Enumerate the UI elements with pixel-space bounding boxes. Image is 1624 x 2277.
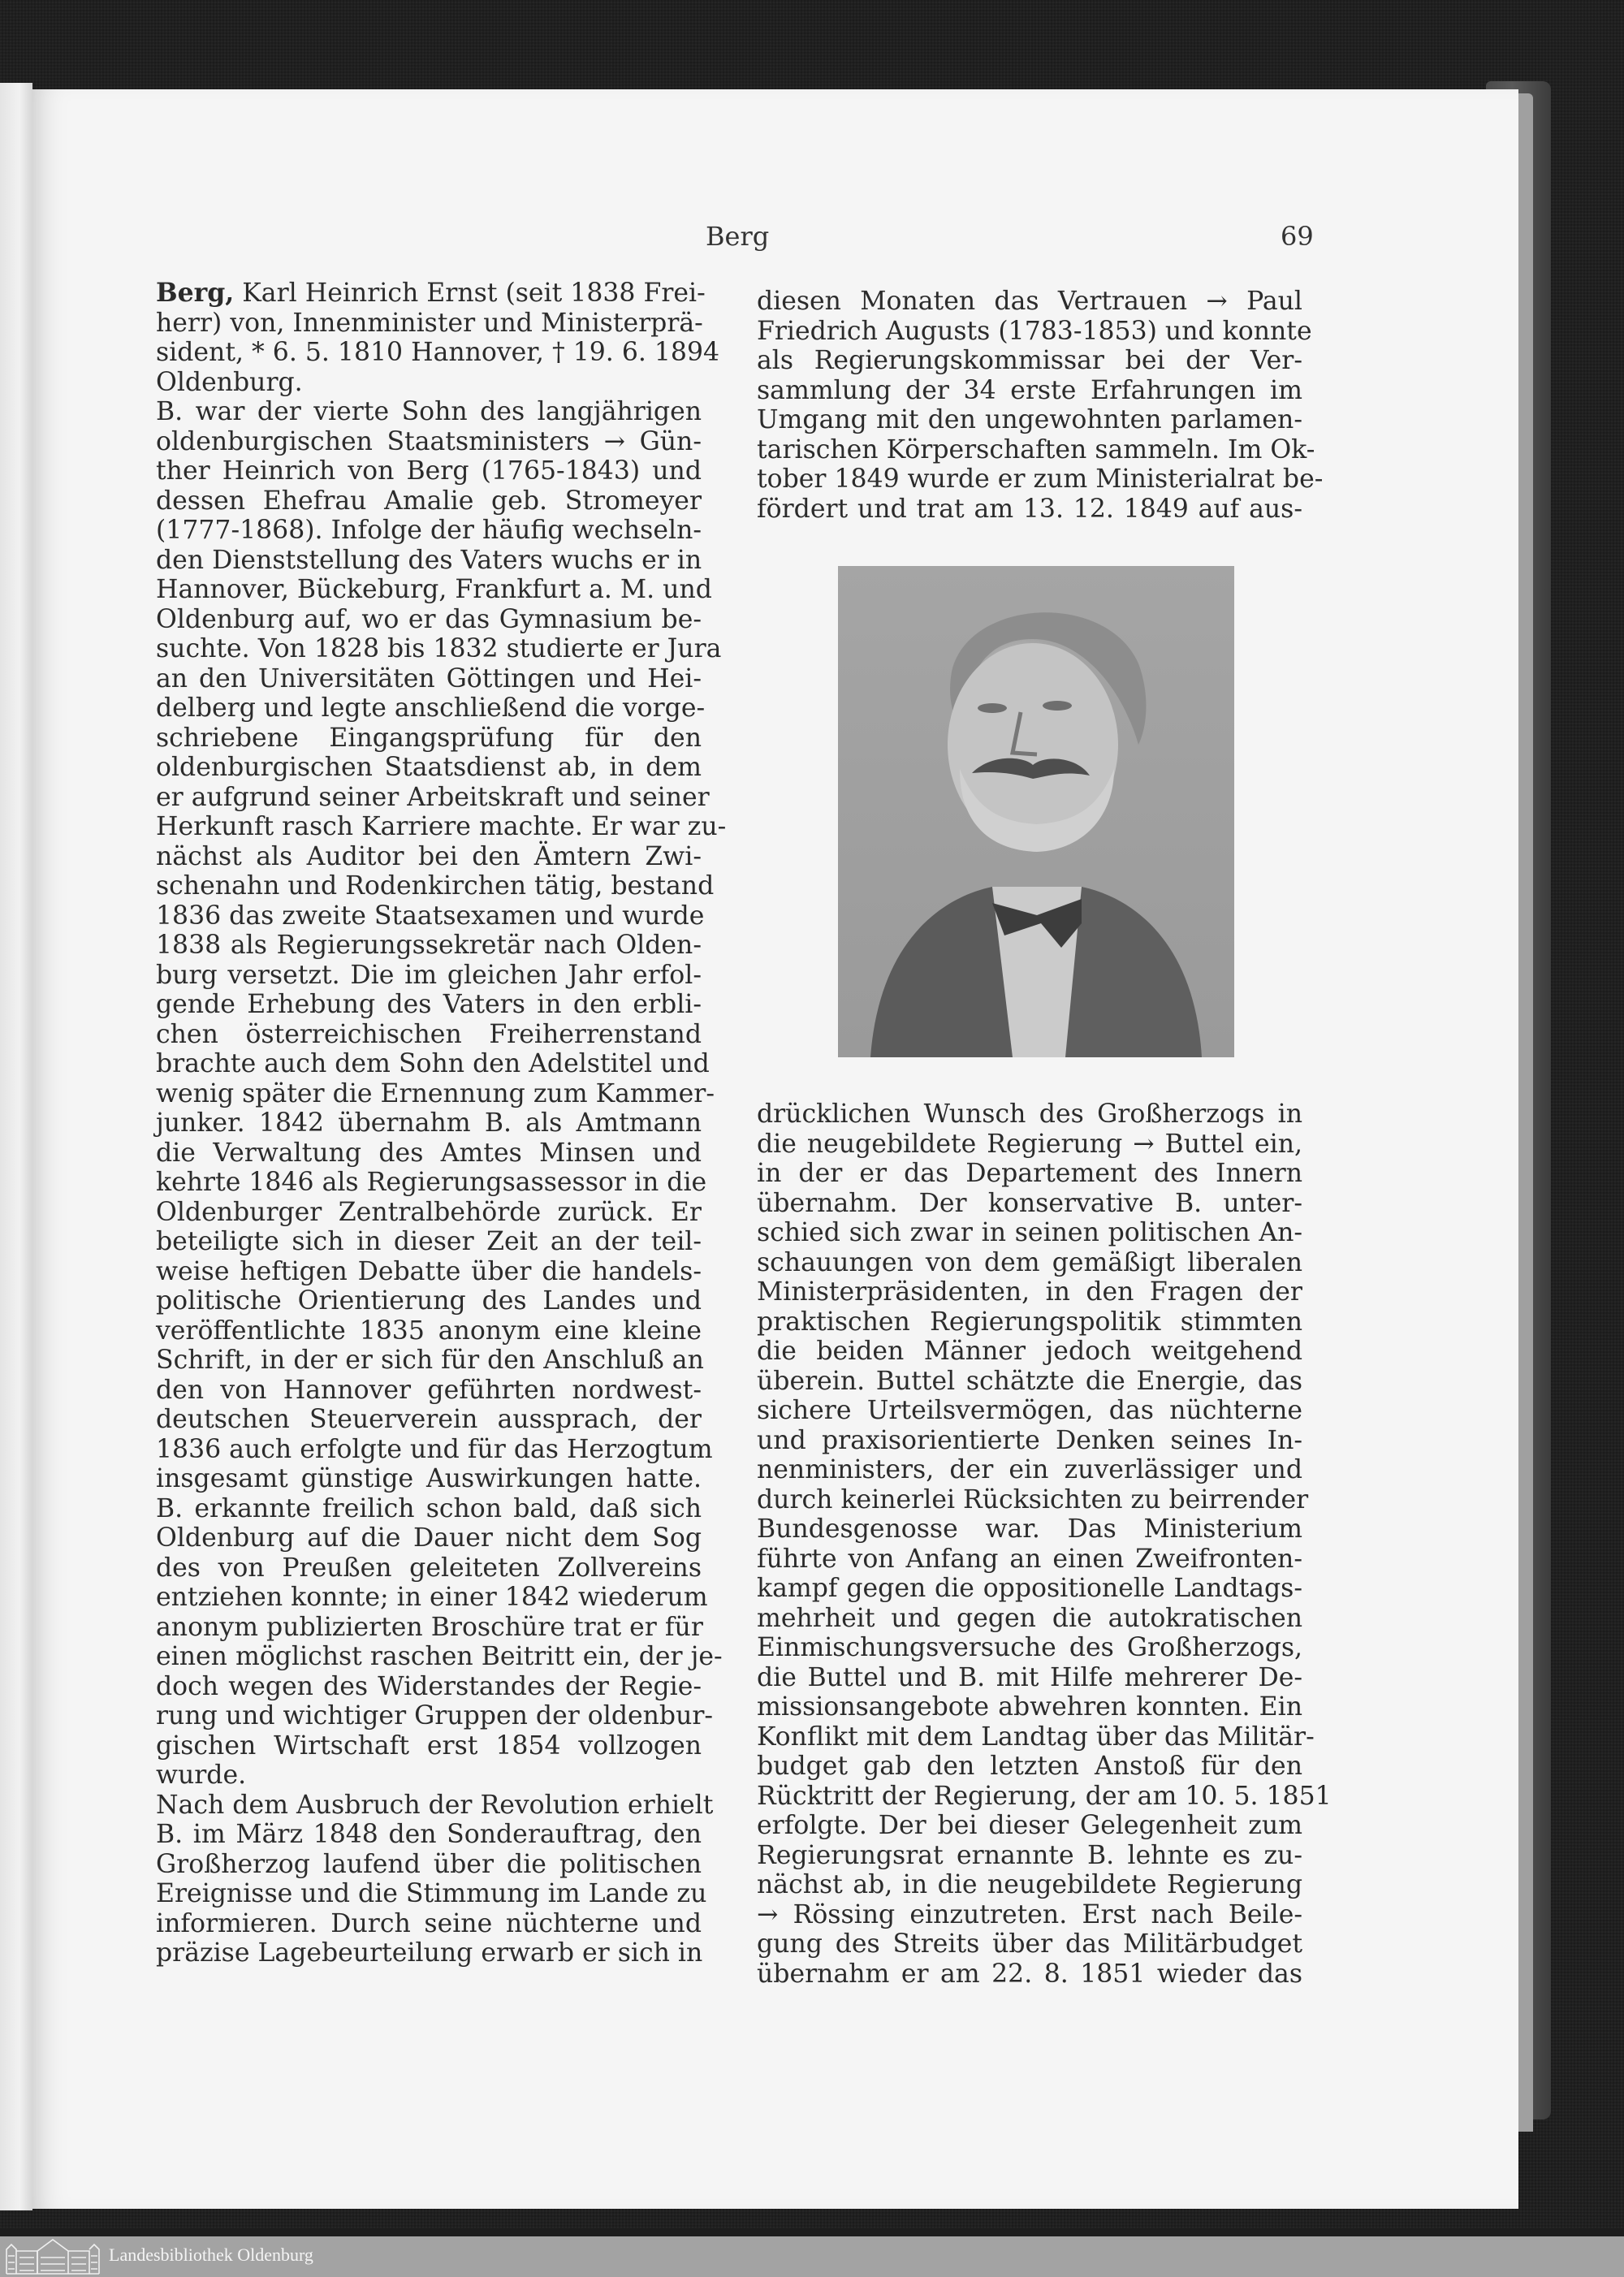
text-line: Großherzog laufend über die politischen xyxy=(156,1849,702,1879)
text-line: präzise Lagebeurteilung erwarb er sich in xyxy=(156,1938,703,1968)
text-line: in der er das Departement des Innern xyxy=(757,1159,1302,1188)
text-line: (1777-1868). Infolge der häufig wechseln- xyxy=(156,516,702,545)
text-line: Oldenburger Zentralbehörde zurück. Er xyxy=(156,1197,702,1227)
text-line: schauungen von dem gemäßigt liberalen xyxy=(757,1247,1302,1277)
text-line: des von Preußen geleiteten Zollvereins xyxy=(156,1553,702,1583)
text-line: tarischen Körperschaften sammeln. Im Ok- xyxy=(757,434,1315,464)
text-line: burg versetzt. Die im gleichen Jahr erfol- xyxy=(156,960,702,990)
text-line: tober 1849 wurde er zum Ministerialrat be- xyxy=(757,464,1324,494)
text-line: nenministers, der ein zuverlässiger und xyxy=(757,1455,1302,1484)
text-line: praktischen Regierungspolitik stimmten xyxy=(757,1307,1302,1337)
text-line: anonym publizierten Broschüre trat er für xyxy=(156,1612,703,1642)
text-line: überein. Buttel schätzte die Energie, das xyxy=(757,1366,1302,1396)
text-line: erfolgte. Der bei dieser Gelegenheit zum xyxy=(757,1811,1302,1840)
text-column-right-bottom xyxy=(757,1100,1332,1989)
text-line: wenig später die Ernennung zum Kammer- xyxy=(156,1078,715,1108)
text-line: Ereignisse und die Stimmung im Lande zu xyxy=(156,1879,707,1908)
running-header xyxy=(0,221,1624,261)
text-line: den von Hannover geführten nordwest- xyxy=(156,1375,702,1405)
portrait-photo xyxy=(838,566,1234,1057)
text-line: gischen Wirtschaft erst 1854 vollzogen xyxy=(156,1730,702,1761)
text-line: gende Erhebung des Vaters in den erbli- xyxy=(156,990,702,1019)
text-line: schied sich zwar in seinen politischen An- xyxy=(757,1218,1302,1247)
text-line: fördert und trat am 13. 12. 1849 auf aus- xyxy=(757,494,1302,524)
text-line: dessen Ehefrau Amalie geb. Stromeyer xyxy=(156,486,702,516)
entry-name: Berg, xyxy=(156,278,235,308)
text-line: oldenburgischen Staatsministers → Gün- xyxy=(156,426,702,456)
text-line: Konflikt mit dem Landtag über das Militär- xyxy=(757,1722,1315,1752)
portrait-eye-right xyxy=(1043,701,1072,711)
text-line: übernahm er am 22. 8. 1851 wieder das xyxy=(757,1959,1302,1989)
text-line: B. im März 1848 den Sonderauftrag, den xyxy=(156,1820,702,1849)
text-line: die beiden Männer jedoch weitgehend xyxy=(757,1337,1302,1366)
text-line: gung des Streits über das Militärbudget xyxy=(757,1929,1302,1959)
text-line: Einmischungsversuche des Großherzogs, xyxy=(757,1633,1302,1662)
text-line: budget gab den letzten Anstoß für den xyxy=(757,1752,1302,1781)
portrait-eye-left xyxy=(978,703,1007,713)
text-line: nächst ab, in die neugebildete Regierung xyxy=(757,1870,1302,1899)
text-line: chen österreichischen Freiherrenstand xyxy=(156,1019,702,1049)
text-line: Regierungsrat ernannte B. lehnte es zu- xyxy=(757,1840,1302,1870)
text-line: drücklichen Wunsch des Großherzogs in xyxy=(757,1100,1302,1129)
facing-page-edge xyxy=(0,83,32,2210)
text-line: Herkunft rasch Karriere machte. Er war zu- xyxy=(156,812,727,841)
text-line: suchte. Von 1828 bis 1832 studierte er Jura xyxy=(156,634,722,663)
text-line: wurde. xyxy=(156,1761,247,1790)
text-line: und praxisorientierte Denken seines In- xyxy=(757,1425,1302,1455)
library-name: Landesbibliothek Oldenburg xyxy=(109,2245,313,2265)
text-line: als Regierungskommissar bei der Ver- xyxy=(757,346,1302,375)
text-line: einen möglichst raschen Beitritt ein, der je- xyxy=(156,1642,723,1671)
text-line: diesen Monaten das Vertrauen → Paul xyxy=(757,287,1302,316)
text-line: schriebene Eingangsprüfung für den xyxy=(156,723,702,753)
text-line: mehrheit und gegen die autokratischen xyxy=(757,1603,1302,1633)
text-line: insgesamt günstige Auswirkungen hatte. xyxy=(156,1464,702,1493)
page-number: 69 xyxy=(1281,221,1314,252)
text-line: an den Universitäten Göttingen und Hei- xyxy=(156,663,702,693)
text-line: veröffentlichte 1835 anonym eine kleine xyxy=(156,1316,702,1346)
text-line: schenahn und Rodenkirchen tätig, bestand xyxy=(156,871,715,901)
text-line: den Dienststellung des Vaters wuchs er in xyxy=(156,545,702,575)
text-line: Ministerpräsidenten, in den Fragen der xyxy=(757,1277,1302,1307)
text-line: Rücktritt der Regierung, der am 10. 5. 1851 xyxy=(757,1781,1332,1811)
text-line: sichere Urteilsvermögen, das nüchterne xyxy=(757,1396,1302,1425)
text-line: politische Orientierung des Landes und xyxy=(156,1286,702,1316)
text-line: rung und wichtiger Gruppen der oldenbur- xyxy=(156,1701,714,1730)
text-line: Hannover, Bückeburg, Frankfurt a. M. und xyxy=(156,575,712,604)
text-line: beteiligte sich in dieser Zeit an der teil- xyxy=(156,1227,702,1256)
text-line: kehrte 1846 als Regierungsassessor in die xyxy=(156,1168,707,1197)
text-line: übernahm. Der konservative B. unter- xyxy=(757,1188,1302,1218)
text-line: kampf gegen die oppositionelle Landtags- xyxy=(757,1574,1302,1603)
portrait-illustration xyxy=(838,566,1234,1057)
text-line: er aufgrund seiner Arbeitskraft und seiner xyxy=(156,782,710,812)
text-line: Nach dem Ausbruch der Revolution erhielt xyxy=(156,1790,714,1820)
text-line: informieren. Durch seine nüchterne und xyxy=(156,1908,702,1938)
text-line: deutschen Steuerverein aussprach, der xyxy=(156,1405,702,1434)
text-line: junker. 1842 übernahm B. als Amtmann xyxy=(156,1108,702,1138)
text-line: → Rössing einzutreten. Erst nach Beile- xyxy=(757,1899,1302,1929)
text-line: durch keinerlei Rücksichten zu beirrender xyxy=(757,1484,1309,1514)
text-line: brachte auch dem Sohn den Adelstitel und xyxy=(156,1049,710,1078)
text-line: führte von Anfang an einen Zweifronten- xyxy=(757,1544,1302,1574)
text-line: Schrift, in der er sich für den Anschluß an xyxy=(156,1346,704,1375)
text-line: B. erkannte freilich schon bald, daß sich xyxy=(156,1493,702,1523)
text-line: sammlung der 34 erste Erfahrungen im xyxy=(757,375,1302,405)
text-line: Umgang mit den ungewohnten parlamen- xyxy=(757,405,1302,434)
running-header-title: Berg xyxy=(706,221,770,252)
text-line: 1838 als Regierungssekretär nach Olden- xyxy=(156,931,702,960)
text-line: nächst als Auditor bei den Ämtern Zwi- xyxy=(156,841,702,871)
text-line: die neugebildete Regierung → Buttel ein, xyxy=(757,1129,1302,1159)
text-line: sident, * 6. 5. 1810 Hannover, † 19. 6. 1894 xyxy=(156,338,720,367)
text-line: Oldenburg auf, wo er das Gymnasium be- xyxy=(156,604,702,634)
text-line: herr) von, Innenminister und Ministerprä- xyxy=(156,308,703,338)
text-line: Oldenburg. xyxy=(156,367,303,397)
text-line: B. war der vierte Sohn des langjährigen xyxy=(156,397,702,426)
text-line: Bundesgenosse war. Das Ministerium xyxy=(757,1514,1302,1544)
entry-heading-text: Karl Heinrich Ernst (seit 1838 Frei- xyxy=(234,279,706,308)
text-line: Oldenburg auf die Dauer nicht dem Sog xyxy=(156,1523,702,1553)
text-line: delberg und legte anschließend die vorge- xyxy=(156,693,706,723)
text-line: Friedrich Augusts (1783-1853) und konnte xyxy=(757,316,1312,346)
text-line: entziehen konnte; in einer 1842 wiederum xyxy=(156,1583,708,1612)
text-line: doch wegen des Widerstandes der Regie- xyxy=(156,1671,702,1701)
text-line: 1836 auch erfolgte und für das Herzogtum xyxy=(156,1434,713,1464)
text-line: die Verwaltung des Amtes Minsen und xyxy=(156,1138,702,1168)
text-line: missionsangebote abwehren konnten. Ein xyxy=(757,1692,1302,1722)
text-line: oldenburgischen Staatsdienst ab, in dem xyxy=(156,753,702,782)
library-building-icon xyxy=(5,2238,101,2275)
text-column-left xyxy=(156,278,727,1968)
text-line: 1836 das zweite Staatsexamen und wurde xyxy=(156,901,705,931)
text-line: ther Heinrich von Berg (1765-1843) und xyxy=(156,456,702,486)
text-column-right-top xyxy=(757,287,1324,524)
text-line xyxy=(156,278,706,309)
text-line: die Buttel und B. mit Hilfe mehrerer De- xyxy=(757,1662,1302,1692)
text-line: weise heftigen Debatte über die handels- xyxy=(156,1256,702,1286)
